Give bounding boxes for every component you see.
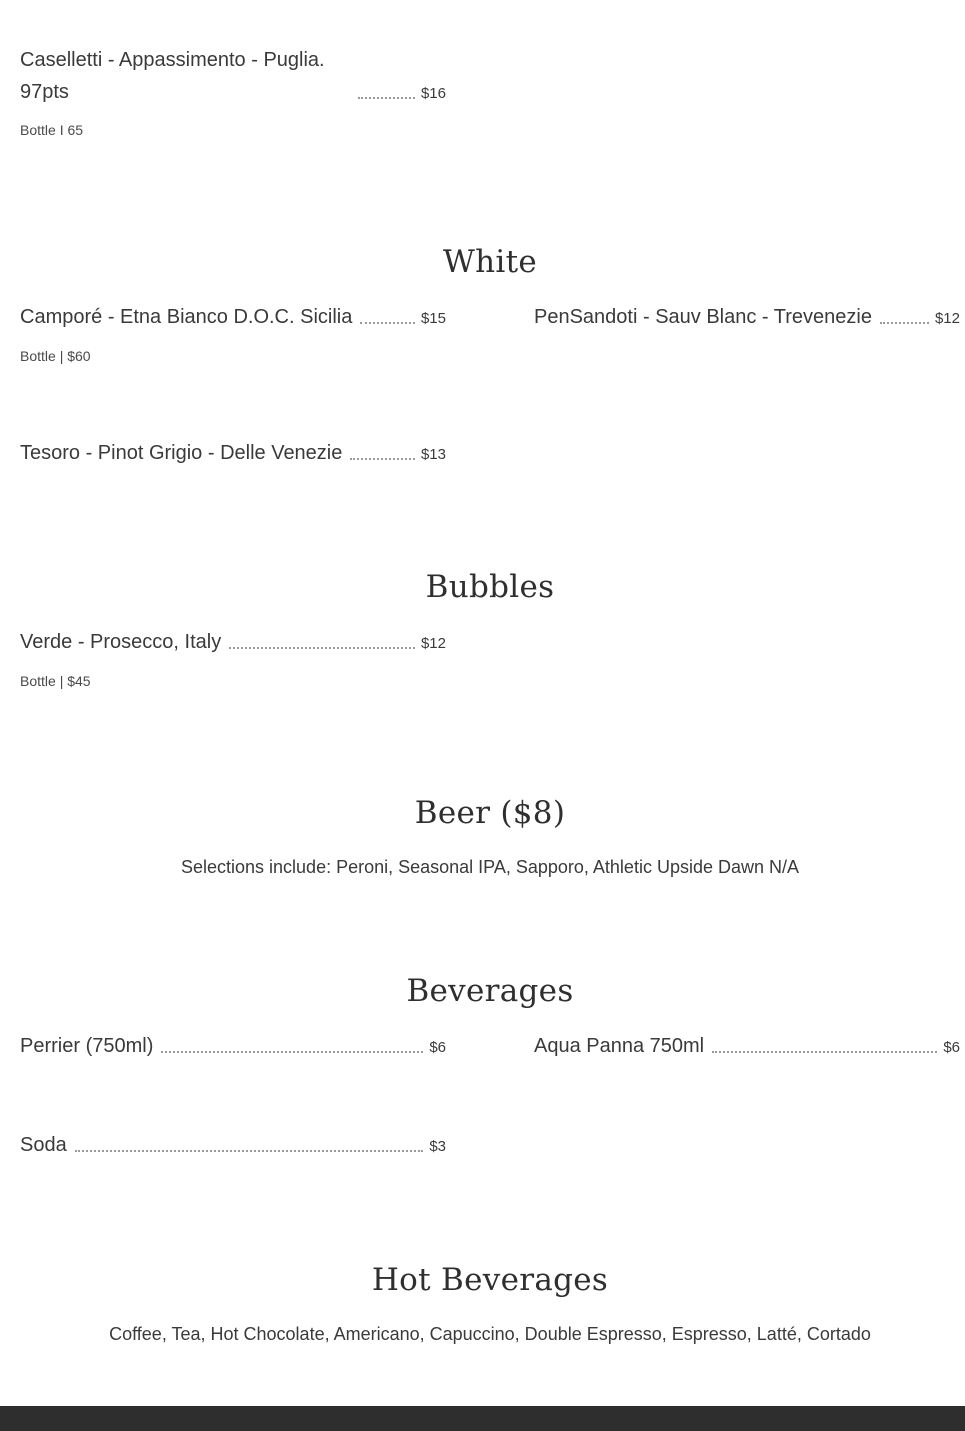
leader-dots: [880, 322, 929, 324]
menu-item-pensandoti: [534, 301, 960, 333]
item-name: Caselletti - Appassimento - Puglia. 97pts: [20, 49, 325, 103]
beer-selections: Selections include: Peroni, Seasonal IPA, Sapporo, Athletic Upside Dawn N/A: [180, 857, 799, 877]
section-title-white: White: [442, 244, 538, 280]
menu-item-caselletti: [20, 44, 446, 108]
menu-item-aqua-panna: [534, 1030, 960, 1062]
item-name: Verde - Prosecco, Italy: [20, 631, 222, 653]
menu-item-tesoro: [20, 437, 446, 469]
item-name: Tesoro - Pinot Grigio - Delle Venezie: [20, 442, 343, 464]
hot-beverages-list: Coffee, Tea, Hot Chocolate, Americano, Capuccino, Double Espresso, Espresso, Latté, Cortado: [109, 1324, 871, 1344]
menu-item-soda: [20, 1129, 446, 1161]
bottle-price-note: Bottle | $45: [20, 673, 91, 689]
menu-item-verde: [20, 626, 446, 658]
leader-dots: [75, 1150, 424, 1152]
section-title-beverages: Beverages: [406, 973, 574, 1009]
leader-dots: [229, 647, 415, 649]
item-price: $3: [429, 1138, 446, 1155]
leader-dots: [358, 97, 415, 99]
item-price: $16: [420, 85, 446, 102]
item-name: Soda: [20, 1134, 67, 1156]
section-title-beer: Beer ($8): [414, 795, 566, 831]
leader-dots: [360, 322, 415, 324]
section-title-bubbles: Bubbles: [425, 569, 555, 605]
leader-dots: [161, 1051, 423, 1053]
item-price: $13: [420, 446, 446, 463]
leader-dots: [712, 1051, 937, 1053]
item-name: PenSandoti - Sauv Blanc - Trevenezie: [534, 306, 872, 328]
item-price: $6: [429, 1039, 446, 1056]
item-price: $6: [943, 1039, 960, 1056]
footer-bar: [0, 1406, 965, 1431]
bottle-price-note: Bottle | $60: [20, 348, 91, 364]
section-title-hot-beverages: Hot Beverages: [371, 1262, 609, 1298]
item-price: $12: [934, 310, 960, 327]
item-price: $15: [420, 310, 446, 327]
menu-item-campore: [20, 301, 446, 333]
item-name: Aqua Panna 750ml: [534, 1035, 705, 1057]
item-name: Perrier (750ml): [20, 1035, 154, 1057]
menu-item-perrier: [20, 1030, 446, 1062]
item-name: Camporé - Etna Bianco D.O.C. Sicilia: [20, 306, 353, 328]
bottle-price-note: Bottle I 65: [20, 122, 84, 138]
item-price: $12: [420, 635, 446, 652]
leader-dots: [350, 458, 415, 460]
